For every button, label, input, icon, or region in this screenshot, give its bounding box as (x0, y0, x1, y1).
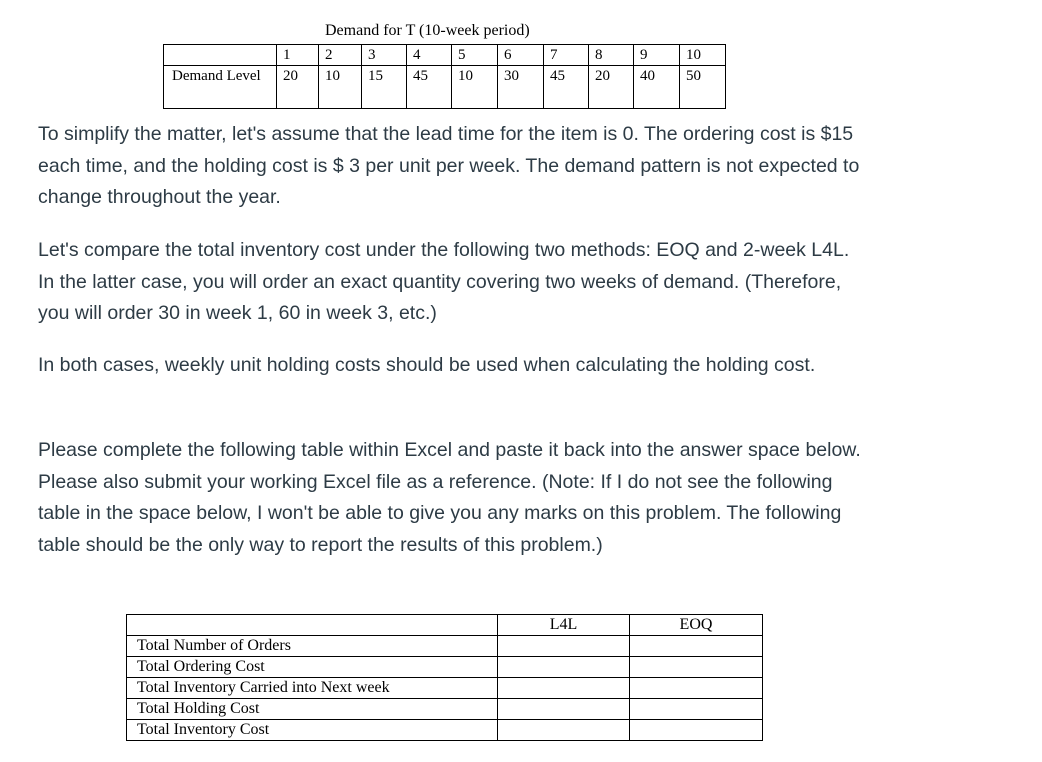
demand-cell: 50 (680, 66, 726, 109)
row-label: Total Number of Orders (127, 636, 498, 657)
demand-cell: 45 (407, 66, 452, 109)
answer-cell-eoq[interactable] (630, 657, 763, 678)
week-header-row (164, 45, 726, 66)
demand-cell: 40 (634, 66, 680, 109)
week-cell: 3 (362, 45, 407, 66)
table-row (127, 657, 763, 678)
week-cell: 1 (277, 45, 319, 66)
table-row (127, 720, 763, 741)
week-cell: 2 (319, 45, 362, 66)
demand-cell: 20 (589, 66, 634, 109)
paragraph-methods: Let's compare the total inventory cost under the following two methods: EOQ and 2-week L4L. In the latter case, you will order an exact quantity covering two weeks of demand. (Therefore, you will order 30 in week 1, 60 in week 3, etc.) (38, 239, 850, 324)
table-row (127, 699, 763, 720)
week-cell: 7 (544, 45, 589, 66)
answer-cell-eoq[interactable] (630, 720, 763, 741)
table-row (127, 678, 763, 699)
answer-cell-l4l[interactable] (498, 678, 630, 699)
week-cell: 5 (452, 45, 498, 66)
answer-cell-eoq[interactable] (630, 699, 763, 720)
demand-cell: 15 (362, 66, 407, 109)
answer-cell-l4l[interactable] (498, 636, 630, 657)
week-cell: 10 (680, 45, 726, 66)
demand-cell: 10 (452, 66, 498, 109)
row-label: Total Ordering Cost (127, 657, 498, 678)
answer-cell-eoq[interactable] (630, 678, 763, 699)
paragraph-assumptions: To simplify the matter, let's assume that the lead time for the item is 0. The ordering cost is $15 each time, and the holding cost is $ 3 per unit per week. The demand pattern is not expected to change throughout the year. (38, 123, 860, 208)
week-cell: 9 (634, 45, 680, 66)
demand-table (163, 44, 726, 109)
answer-cell-l4l[interactable] (498, 657, 630, 678)
demand-row (164, 66, 726, 109)
paragraph-instructions: Please complete the following table within Excel and paste it back into the answer space below. Please also submit your working Excel file as a reference. (Note: If I do not see the following table in the space below, I won't be able to give you any marks on this problem. The following table should be the only way to report the results of this problem.) (38, 439, 861, 556)
answer-corner-cell (127, 615, 498, 636)
answer-cell-eoq[interactable] (630, 636, 763, 657)
answer-header-row (127, 615, 763, 636)
week-cell: 8 (589, 45, 634, 66)
answer-cell-l4l[interactable] (498, 699, 630, 720)
demand-cell: 30 (498, 66, 544, 109)
column-header-eoq: EOQ (630, 615, 763, 636)
demand-table-title: Demand for T (10-week period) (325, 22, 530, 39)
paragraph-holding-cost: In both cases, weekly unit holding costs should be used when calculating the holding cost. (38, 354, 816, 376)
demand-cell: 10 (319, 66, 362, 109)
demand-row-label: Demand Level (164, 66, 277, 109)
week-cell: 4 (407, 45, 452, 66)
header-corner-cell (164, 45, 277, 66)
table-row (127, 636, 763, 657)
row-label: Total Inventory Cost (127, 720, 498, 741)
week-cell: 6 (498, 45, 544, 66)
answer-table (126, 614, 763, 741)
demand-cell: 45 (544, 66, 589, 109)
column-header-l4l: L4L (498, 615, 630, 636)
row-label: Total Holding Cost (127, 699, 498, 720)
answer-cell-l4l[interactable] (498, 720, 630, 741)
demand-cell: 20 (277, 66, 319, 109)
row-label: Total Inventory Carried into Next week (127, 678, 498, 699)
